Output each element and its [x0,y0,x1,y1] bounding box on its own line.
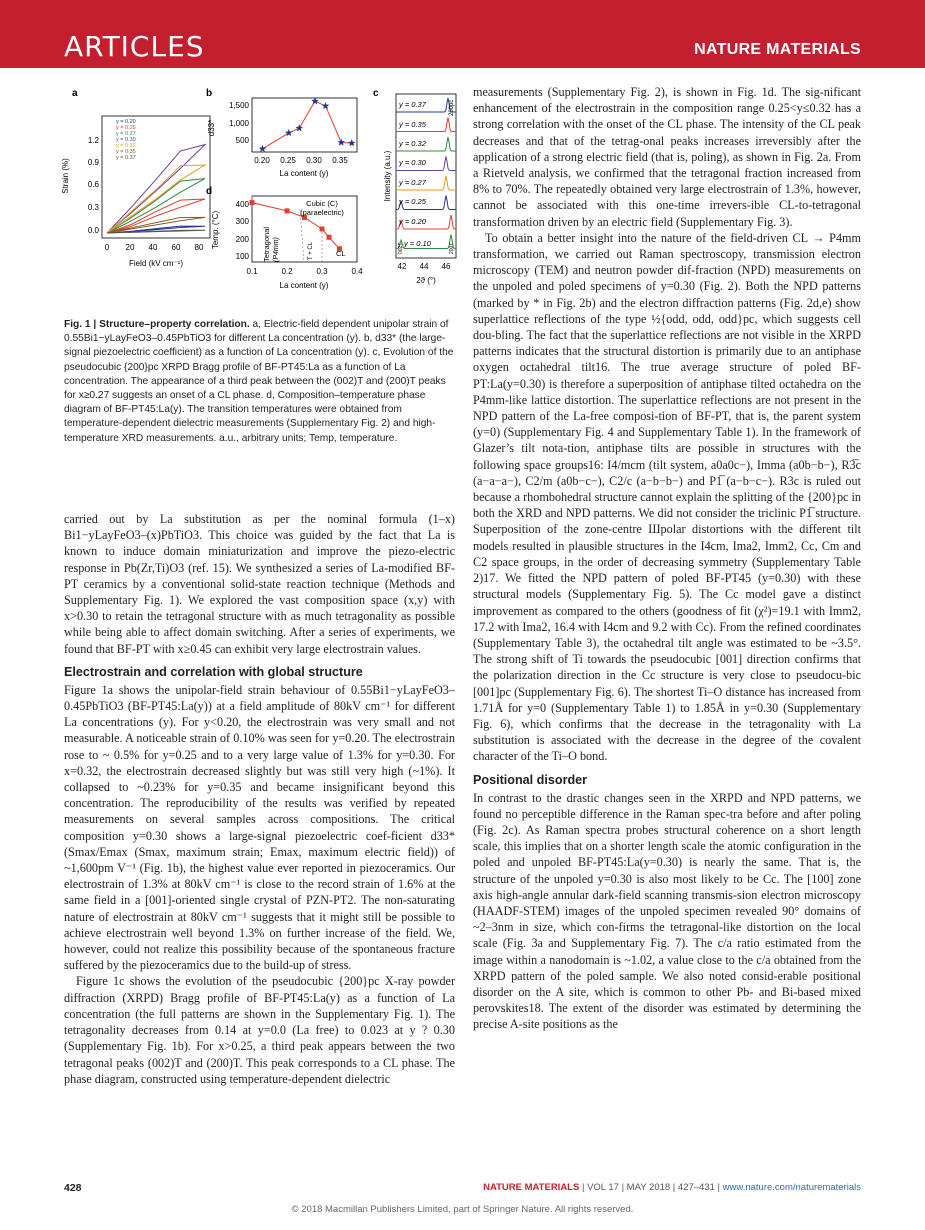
panel-label-b: b [206,88,213,99]
tc-point [250,200,255,205]
panel-a-ylabel: Strain (%) [61,158,70,194]
panel-c-label: y = 0.25 [399,197,426,206]
panel-label-d: d [206,186,213,197]
panel-d-region-tet: Tetragonal [262,226,271,262]
panel-c-frame [396,94,456,258]
panel-label-c: c [373,88,379,99]
panel-a-ytick-2: 0.6 [87,180,99,189]
paragraph: Figure 1a shows the unipolar-field strain behaviour of 0.55Bi1−yLayFeO3–0.45PbTiO3 (BF-PT45:La(y)) at a field amplitude of 80kV cm⁻¹ for different La concentrations (y). For y<0.20, the electrostrain was very small and not measurable. A noticeable strain of 0.10% was seen for y=0.20. The electrostrain rose to ~ 0.5% for y=0.25 and to a very large value of 1.3% for y=0.30. For x=0.32, the electrostrain decreased slightly but was still very high (~1%). It collapsed to ~0.23% for y=0.35 and became insignificant beyond this concentration. The reproducibility of the results was verified by repeated measurements on several samples across compositions. The critical composition y=0.30 shows a large-signal piezoelectric coef-ficient d33* (Smax/Emax (Smax, maximum strain; Emax, maximum electric field)) of ~1,600pm V⁻¹ (Fig. 1b), the highest value ever reported in piezoceramics. Our electrostrain of 1.3% at 80kV cm⁻¹ is close to the record strain of 1.6% at the same field in a [001]-oriented single crystal of PZN-PT2. The non-saturating nature of electrostrain at 80kV cm⁻¹ suggests that it might still be possible to achieve electrostrain well beyond 1.3% on further increase of the field. We, however, could not realize this possibility because of the spontaneous fracture suffered by the piezoceramics due to the build-up of stress. [64,682,455,973]
panel-d-xtick-1: 0.2 [281,267,293,276]
panel-b-ylabel: d33* [207,119,216,137]
copyright: © 2018 Macmillan Publishers Limited, part of Springer Nature. All rights reserved. [291,1204,634,1215]
footer-issue: | VOL 17 | MAY 2018 | 427–431 | [579,1182,723,1193]
paragraph: Figure 1c shows the evolution of the pseudocubic {200}pc X-ray powder diffraction (XRPD) Bragg profile of BF-PT45:La(y) as a function of La concentration (the full patterns are shown in the Supplementary Fig. 1). The tetragonality decreases from 0.14 at y=0.0 (La free) to 0.023 at y ? 0.30 (Supplementary Fig. 1b). For x>0.25, a third peak appears between the two tetragonal peaks (002)T and (200)T. This peak corresponds to a CL phase. The phase diagram, constructed using temperature-dependent dielectric [64,974,455,1086]
panel-b-xtick-3: 0.35 [332,156,348,165]
tc-point [285,208,290,213]
panel-c-label: y = 0.35 [399,120,426,129]
legend-entry: y = 0.35 [116,149,136,155]
left-column [64,511,455,1087]
panel-b-ytick-0: 500 [235,136,249,145]
panel-a-xtick-1: 20 [125,243,135,252]
panel-d-region-cl: CL [336,249,346,258]
panel-c-xtick-1: 44 [419,262,429,271]
header-bar [0,0,925,68]
legend-entry: y = 0.20 [116,119,136,125]
panel-d-ylabel: Temp. (°C) [211,210,220,250]
panel-d-ytick-1: 200 [235,235,249,244]
journal-name: NATURE MATERIALS [694,41,861,58]
figure-caption [64,318,456,446]
caption-text: a, Electric-field dependent unipolar strain of 0.55Bi1−yLayFeO3–0.45PbTiO3 for different La concentration (y). b, d33* (the large-signal piezoelectric coefficient) as a function of La concentration (y). c, Evolution of the pseudocubic {200}pc XRPD Bragg profile of BF-PT45:La as a function of La concentration. The appearance of a third peak between the (002)T and (200)T peaks for x≥0.27 suggests an onset of a CL phase. d, Composition–temperature phase diagram of BF-PT45:La(y). The transition temperatures were obtained from temperature-dependent dielectric measurements (Supplementary Fig. 2) and high-temperature XRD measurements. a.u., arbitrary units; Temp, temperature. [64,319,454,444]
tc-point [327,235,332,240]
legend-entry: y = 0.37 [116,155,136,161]
panel-b-xtick-1: 0.25 [280,156,296,165]
panel-c-label: y = 0.37 [399,100,426,109]
panel-c-label: y = 0.30 [399,158,426,167]
section-heading: Positional disorder [473,772,588,787]
right-column [473,84,861,1033]
d33-point [348,139,356,146]
paragraph: carried out by La substitution as per the nominal formula (1–x) Bi1−yLayFeO3–(x)PbTiO3. This choice was guided by the fact that La is known to induce domain miniaturization and improve the piezo-electric response in Pb(Zr,Ti)O3 (ref. 15). We synthesized a series of La-modified BF-PT ceramics by a conventional solid-state reaction technique (Methods and Supplementary Fig. 1). We explored the vast composition space (x,y) with x>0.30 to retain the tetragonal structure with as much tetragonality as possible while being able to affect domain switching. After a series of experiments, we found that BF-PT with x≥0.45 can exhibit very large electrostrain values. [64,512,455,656]
panel-b [207,97,357,178]
paragraph: In contrast to the drastic changes seen in the XRPD and NPD patterns, we found no perceptible difference in the Raman spec-tra before and after poling (Fig. 2c). As Raman spectra probes structural coherence on a short length scale, this implies that on a shorter length scale the atomic configuration in the poled and unpoled BF-PT45:La(y=0.30) is nearly the same. That is, the structure of the unpoled y=0.30 is also most likely to be Cc. The [100] zone axis high-angle annular dark-field scanning transmis-sion electron microscopy (HAADF-STEM) images of the unpoled specimen revealed 90° domains of ~2–3nm in size, which con-firms the tetragonal-like distortion on the local scale (Fig. 3a and Supplementary Fig. 7). The c/a ratio estimated from the image within a nanodomain is ~1.02, a value close to the c/a obtained from the XRPD pattern of the poled sample. We also noted consid-erable positional disorder on the A site, which is common to other Pb- and Bi-based mixed perovskites18. The extent of the disorder was estimated by determining the precise A-site positions as the [473,790,861,1032]
panel-c [383,94,456,285]
panel-c-peak-top: 200pc [449,99,455,116]
panel-d-region-cubic2: (paraelectric) [300,208,344,217]
legend-entry: y = 0.25 [116,125,136,131]
panel-a-ytick-1: 0.3 [87,203,99,212]
paragraph: To obtain a better insight into the nature of the field-driven CL → P4mm transformation, we carried out Raman spectroscopy, transmission electron microscopy (TEM) and neutron powder dif-fraction (NPD) measurements on the unpoled and poled specimens of y=0.30 (Fig. 2). Both the NPD patterns (marked by * in Fig. 2b) and the electron diffraction patterns (Fig. 2d,e) show superlattice reflections of the type ½{odd, odd, odd}pc, which suggests cell dou-bling. The fact that the superlattice reflections are not visible in the XRPD patterns indicates that the structural distortion is primarily due to an antiphase oxygen octahedral tilt16. The true average structure of poled BF-PT:La(y=0.30) is therefore a superposition of antiphase tilted octahedra on the P4mm-like lattice distortion. The superlattice reflections are not present in the NPD pattern of the La-free composi-tion of BF-PT, that is, the parent system (y=0) (Supplementary Fig. 4 and Supplementary Table 1). In the framework of Glazer’s tilt nota-tion, antiphase tilts are possible in structures with the following space groups16: I4/mcm (tilt system, a0a0c−), Imma (a0b−b−), R3̅c (a−a−a−), C2/m (a0b−c−), C2/c (a−b−b−) and P1̅ (a−b−c−). R3c is ruled out because a rhombohedral structure cannot explain the splitting of the {200}pc in both the XRD and NPD patterns. We did not consider the triclinic P1̅ structure. Superposition of the zone-centre Шpolar distortions with the different tilt models resulted in plausible structures in the I4cm, Ima2, Imm2, Cc, Cm and C2 space groups, in the order of decreasing symmetry (Supplementary Table 2)17. We fitted the NPD pattern of poled BF-PT45 (y=0.30) with these structural models (Supplementary Fig. 5). The Cc model gave a distinct improvement as compared to the others (goodness of fit (χ²)=19.1 with Imm2, 17.2 with Ima2, 16.4 with I4cm and 9.2 with Cc). From the refined coordinates (Supplementary Table 3), the octahedral tilt angle was estimated to be ~3.5°. The strong shift of Ti towards the pseudocubic [001] direction confirms that the polarization direction in the Cc structure is very close to pseudocu-bic [001]pc (Supplementary Fig. 6). The shortest Ti–O distance has increased from 1.71Å for y=0 (Supplementary Table 1) to 1.85Å in y=0.30 (Supplementary Fig. 6), which confirms that the decrease in the tetragonality with La substitution is associated with the decrease in the degree of the covalent character of the Ti–O bond. [473,230,861,764]
figure-1 [61,86,464,308]
panel-label-a: a [72,88,78,99]
panel-d-ytick-2: 300 [235,217,249,226]
panel-b-series [259,97,356,152]
panel-a-ytick-0: 0.0 [87,226,99,235]
panel-c-xlabel: 2ϑ (°) [416,276,436,285]
panel-d-xtick-3: 0.4 [351,267,363,276]
page-number: 428 [64,1182,82,1194]
footer-url[interactable]: www.nature.com/naturematerials [722,1182,861,1193]
panel-c-ylabel: Intensity (a.u.) [383,150,392,202]
panel-d [211,196,363,290]
panel-b-ytick-1: 1,000 [228,119,249,128]
panel-d-region-mix: T + CL [308,241,314,260]
panel-b-xtick-2: 0.30 [306,156,322,165]
panel-a-legend [116,119,136,161]
panel-d-region-tet2: (P4mm) [273,237,280,262]
d33-point [295,124,303,131]
section-title: ARTICLES [64,30,205,63]
footer-journal [483,1182,861,1193]
panel-b-xtick-0: 0.20 [254,156,270,165]
tc-point [320,227,325,232]
panel-c-label: y = 0.20 [399,217,426,226]
section-heading: Electrostrain and correlation with global structure [64,664,363,679]
panel-c-label: y = 0.32 [399,139,426,148]
legend-entry: y = 0.30 [116,137,136,143]
panel-d-region-cubic: Cubic (C) [306,199,338,208]
caption-label: Fig. 1 | Structure–property correlation. [64,319,250,330]
panel-a-xtick-0: 0 [104,243,110,252]
panel-c-peak-002: 002T [398,242,404,254]
footer-journal-name: NATURE MATERIALS [483,1182,580,1193]
legend-entry: y = 0.27 [116,131,136,137]
d33-point [322,102,330,109]
panel-a-xtick-2: 40 [148,243,158,252]
panel-b-ytick-2: 1,500 [228,101,249,110]
panel-c-label: y = 0.10 [404,239,431,248]
panel-d-ytick-0: 100 [235,252,249,261]
panel-d-xlabel: La content (y) [279,281,329,290]
panel-a-ytick-4: 1.2 [87,136,99,145]
panel-a-xlabel: Field (kV cm⁻¹) [129,259,183,268]
panel-d-ytick-3: 400 [235,200,249,209]
strain-curve [107,199,205,233]
d33-point [259,145,267,152]
panel-c-xtick-0: 42 [397,262,407,271]
panel-c-label: y = 0.27 [399,178,426,187]
panel-d-xtick-2: 0.3 [316,267,328,276]
panel-b-xlabel: La content (y) [279,169,329,178]
panel-c-xtick-2: 46 [441,262,451,271]
panel-d-xtick-0: 0.1 [246,267,258,276]
panel-a-ytick-3: 0.9 [87,158,99,167]
d33-point [337,138,345,145]
legend-entry: y = 0.32 [116,143,136,149]
panel-a-xtick-3: 60 [171,243,181,252]
panel-a-xtick-4: 80 [194,243,204,252]
paragraph: measurements (Supplementary Fig. 2), is shown in Fig. 1d. The sig-nificant enhancement of the electrostrain in the composition range 0.25<y≤0.32 has a strong correlation with the onset of the CL phase. The intensity of the CL peak decreases and that of the tetrag-onal peaks increases irreversibly after the application of a strong electric field (that is, poling), as shown in Fig. 2a. From a Rietveld analysis, we confirmed that the tetragonal fraction increased from 8% to 70%. The repeatedly obtained very large electrostrain of 1.3%, however, cannot be associated with this one-time irrevers-ible CL-to-tetragonal transformation driven by an electric field (Supplementary Fig. 3). [473,85,861,229]
panel-c-peak-200: 200T [449,242,455,254]
